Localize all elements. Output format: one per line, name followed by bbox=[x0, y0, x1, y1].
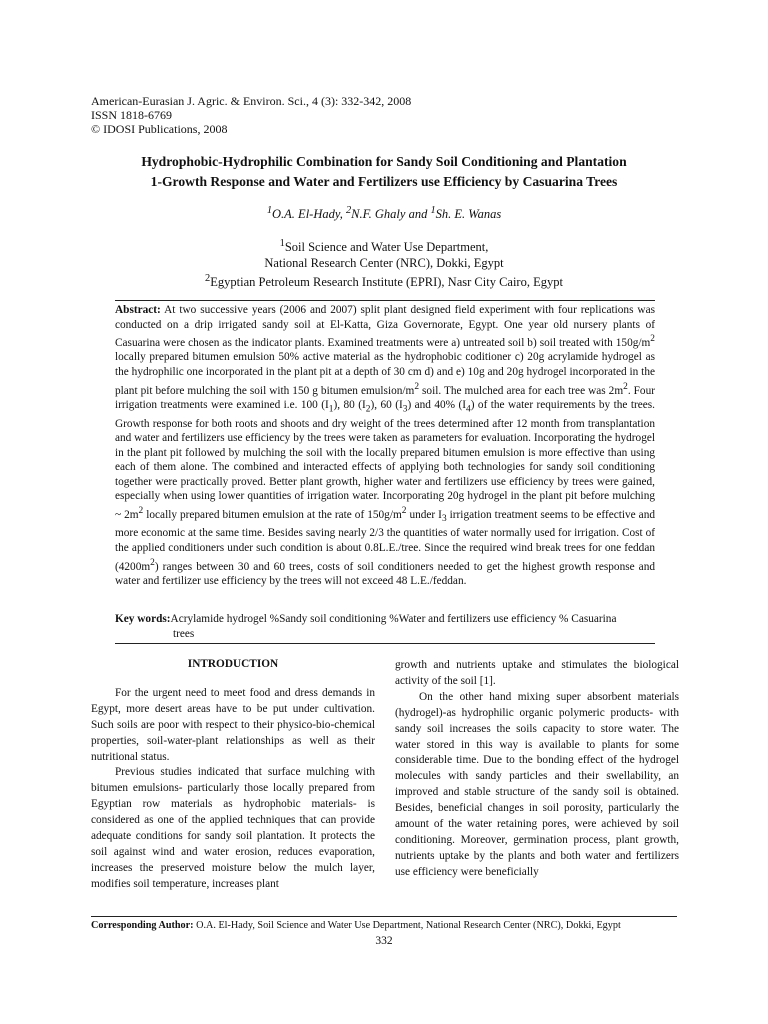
affiliations bbox=[91, 236, 677, 290]
left-column bbox=[91, 657, 375, 893]
abstract-sub: 4 bbox=[466, 404, 471, 415]
intro-paragraph-2: Previous studies indicated that surface mulching with bitumen emulsions- particularly those locally prepared from Egyptian row materials as hydrophobic materials- is considered as one of the applied techniques that can provide adequate conditions for sandy soil plantation. It protects the soil against wind and water erosion, reduces evaporation, increases the preserved moisture below the mulch layer, modifies soil temperature, increases plant bbox=[91, 766, 375, 890]
affil-2-mark: 2 bbox=[205, 273, 211, 285]
abstract-top-rule bbox=[115, 300, 655, 301]
abstract-sup: 2 bbox=[138, 505, 144, 516]
abstract-sup: 2 bbox=[401, 505, 407, 516]
author-3-affil: 1 bbox=[430, 205, 436, 216]
right-column bbox=[395, 658, 679, 881]
abstract-label: Abstract: bbox=[115, 304, 161, 316]
abstract-sub: 3 bbox=[441, 513, 447, 524]
author-1-affil: 1 bbox=[266, 205, 273, 216]
title-line-1: Hydrophobic-Hydrophilic Combination for Sandy Soil Conditioning and Plantation bbox=[141, 154, 627, 169]
paper-title bbox=[91, 152, 677, 192]
intro-paragraph-1: For the urgent need to meet food and dress demands in Egypt, more desert areas have to be put under cultivation. Such soils are poor with respect to their physico-bio-chemical properties, soil-water-plant relationships as well as their nutritional status. bbox=[91, 686, 375, 763]
affil-1: Soil Science and Water Use Department, bbox=[284, 240, 489, 255]
journal-copyright: © IDOSI Publications, 2008 bbox=[91, 122, 228, 136]
footnote-text: O.A. El-Hady, Soil Science and Water Use Department, National Research Center (NRC), Dokki, Egypt bbox=[193, 920, 621, 931]
abstract-sup: 2 bbox=[650, 334, 655, 345]
keywords-line-1: Acrylamide hydrogel %Sandy soil conditioning %Water and fertilizers use efficiency % Casuarina bbox=[170, 613, 617, 625]
abstract-text: At two successive years (2006 and 2007) split plant designed field experiment with four replications was conducted on a drip irrigated sandy soil at El-Katta, Giza Governorate, Egypt. One year old nursery plants of Casuarina were chosen as the indicator plants. Examined treatments were a) untreated soil b) soil treated with 150g/m bbox=[115, 304, 655, 349]
keywords-line-2: trees bbox=[173, 628, 195, 640]
abstract-text: ) of the water requirements by the trees. Growth response for both roots and shoots and dry weight of the trees determined after 12 month from transplantation and water and fertilizers use efficiency by the trees were taken as parameters for evaluation. Incorporating the hydrogel in the plant pit followed by mulching the soil with the locally prepared bitumen emulsion is more effective than using each of them alone. The combined and interacted effects of applying both technologies for sandy soil conditioning together were practically proved. Better plant growth, higher water and fertilizers use efficiency by trees were gained, especially when using lower quantities of irrigation water. Incorporating 20g hydrogel in the plant pit before mulching ~ 2m bbox=[115, 398, 656, 521]
affil-2: Egyptian Petroleum Research Institute (EPRI), Nasr City Cairo, Egypt bbox=[210, 275, 563, 290]
abstract-text: . Four irrigation treatments were examined i.e. 100 (I bbox=[115, 384, 655, 411]
author-2: N.F. Ghaly and bbox=[351, 207, 431, 222]
abstract-text: locally prepared bitumen emulsion at the rate of 150g/m bbox=[143, 508, 402, 521]
abstract-text: soil. The mulched area for each tree was 2m bbox=[419, 384, 624, 397]
keywords-label: Key words: bbox=[115, 613, 171, 625]
author-1: O.A. El-Hady, bbox=[272, 207, 346, 222]
abstract-sup: 2 bbox=[414, 381, 420, 392]
abstract-sub: 3 bbox=[402, 404, 408, 415]
journal-issn: ISSN 1818-6769 bbox=[91, 108, 173, 122]
affil-1-institution: National Research Center (NRC), Dokki, Egypt bbox=[264, 256, 504, 271]
abstract bbox=[115, 303, 655, 588]
keywords bbox=[115, 612, 655, 642]
intro-paragraph-4: On the other hand mixing super absorbent materials (hydrogel)-as hydrophilic organic polymeric products- with sandy soil increases the soils capacity to store water. The water stored in this way is available to plants for some considerable time. Due to the bonding effect of the hydrogel molecules with sandy particles and their swellability, an improved and stable structure of the sandy soil is obtained. Besides, beneficial changes in soil porosity, particularly the amount of the water retaining pores, were achieved by soil conditioning. Moreover, germination process, plant growth, nutrients uptake by the plants and both water and fertilizers use efficiency were beneficially bbox=[395, 690, 679, 878]
affil-1-mark: 1 bbox=[279, 238, 285, 249]
intro-paragraph-3: growth and nutrients uptake and stimulates the biological activity of the soil [1]. bbox=[395, 659, 679, 687]
page-number: 332 bbox=[375, 935, 393, 947]
abstract-text: ) and 40% (I bbox=[407, 398, 467, 411]
journal-info bbox=[91, 94, 411, 136]
author-2-affil: 2 bbox=[345, 205, 352, 216]
abstract-sup: 2 bbox=[150, 557, 155, 568]
abstract-text: locally prepared bitumen emulsion 50% active material as the hydrophobic coditioner c) 20g acrylamide hydrogel as the hydrophilic one incorporated in the plant pit at a depth of 30 cm d) and e) 10g and 20g hydrogel incorporated in the plant pit before mulching the soil with 150 g bitumen emulsion/m bbox=[115, 351, 655, 397]
author-3: Sh. E. Wanas bbox=[435, 207, 502, 222]
abstract-text: ) ranges between 30 and 60 trees, costs of soil conditioners needed to get the highest growth response and water and fertilizer use efficiency by the trees will not exceed 48 L.E./feddan. bbox=[115, 560, 655, 587]
section-heading-introduction: INTRODUCTION bbox=[187, 658, 279, 670]
abstract-sup: 2 bbox=[623, 381, 628, 392]
abstract-sub: 2 bbox=[365, 404, 371, 415]
title-line-2: 1-Growth Response and Water and Fertilizers use Efficiency by Casuarina Trees bbox=[150, 174, 618, 189]
journal-citation: American-Eurasian J. Agric. & Environ. Sci., 4 (3): 332-342, 2008 bbox=[91, 94, 412, 108]
abstract-sub: 1 bbox=[328, 404, 334, 415]
corresponding-author-footnote bbox=[91, 920, 691, 931]
footnote-label: Corresponding Author: bbox=[91, 920, 194, 931]
footnote-rule bbox=[91, 916, 677, 917]
abstract-text: ), 60 (I bbox=[370, 398, 403, 411]
author-list bbox=[91, 205, 677, 222]
keywords-bottom-rule bbox=[115, 643, 655, 644]
abstract-text: under I bbox=[406, 508, 442, 521]
abstract-text: ), 80 (I bbox=[333, 398, 366, 411]
abstract-text: irrigation treatment seems to be effective and more economic at the same time. Besides saving nearly 2/3 the quantities of water normally used for irrigation. Cost of the applied conditioners under such condition is about 0.8L.E./tree. Since the required wind break trees for one feddan (4200m bbox=[115, 508, 655, 573]
